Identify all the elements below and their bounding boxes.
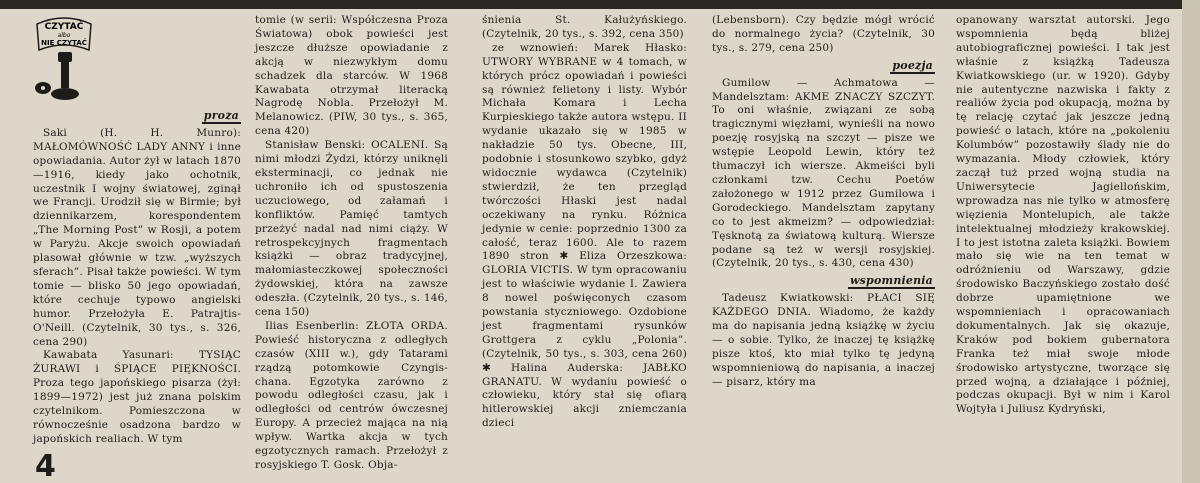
review-kwiatkowski-cont: opanowany warsztat autorski. Jego wspomnienia będą bliżej autobiograficznej powieści. I tak jest właśnie z książką Tadeusza Kwiatkowskiego (ur. w 1920). Gdyby nie autentyczne nazwiska i fakty z realiów życia pod okupacją, można by tę relację czytać jak jeszcze jedną powieść o latach, które na „pokoleniu Kolumbów” pozostawiły ślady nie do wymazania. Młody człowiek, który zaczął tuż przed wojną studia na Uniwersytecie Jagiellońskim, wprowadza nas nie tylko w atmosferę więzienia Montelupich, ale także intelektualnej młodzieży krakowskiej. I to jest istotna zaleta książki. Bowiem mało się wie na ten temat w odróżnieniu od Warszawy, gdzie środowisko Baczyńskiego zostało dość dobrze upamiętnione we wspomnieniach i opracowaniach dokumentalnych. Jak się okazuje, Kraków pod bokiem gubernatora Franka też miał swoje młode środowisko artystyczne, tworzące się przed wojną, a działające i później, podczas okupacji. Był w nim i Karol Wojtyła i Juliusz Kydryński,	[956, 14, 1170, 416]
review-kawabata-cont: tomie (w serii: Współczesna Proza Światowa) obok powieści jest jeszcze dłuższe opowiadanie z akcją w niezwykłym domu schadzek dla starców. W 1968 Kawabata otrzymał literacką Nagrodę Nobla. Przełożył M. Melanowicz. (PIW, 30 tys., s. 365, cena 420)	[255, 14, 448, 138]
review-kawabata: Kawabata Yasunari: TYSIĄC ŻURAWI i ŚPIĄCE PIĘKNOŚCI. Proza tego japońskiego pisarza (żył: 1899—1972) jest już znana polskim czytelnikom. Pomieszczona w równocześnie osadzona bardzo w japońskich realiach. W tym	[33, 349, 241, 445]
review-auderska-cont: (Lebensborn). Czy będzie mógł wrócić do normalnego życia? (Czytelnik, 30 tys., s. 279, cena 250)	[712, 14, 935, 54]
review-reissues: ze wznowień: Marek Hłasko: UTWORY WYBRANE w 4 tomach, w których prócz opowiadań i powieści są również felietony i listy. Wybór Michała Komara i Lecha Kurpieskiego także autora wstępu. II wydanie ukazało się w 1985 w nakładzie 50 tys. Obecne, III, podobnie i stosunkowo szybko, gdyż widocznie wydawca (Czytelnik) stwierdził, że ten przegląd twórczości Hłaski jest nadal oczekiwany na rynku. Różnica jedynie w cenie: poprzednio 1300 za całość, teraz 1600. Ale to razem 1890 stron ✱ Eliza Orzeszkowa: GLORIA VICTIS. W tym opracowaniu jest to właściwie wydanie I. Zawiera 8 nowel poświęconych czasom powstania styczniowego. Ozdobione jest fragmentami rysunków Grottgera z cyklu „Polonia”. (Czytelnik, 50 tys., s. 303, cena 260) ✱ Halina Auderska: JABŁKO GRANATU. W wydaniu powieść o człowieku, który stał się ofiarą hitlerowskiej akcji zniemczania dzieci	[482, 41, 687, 430]
section-heading-poezja: poezja	[892, 58, 933, 72]
review-benski: Stanisław Benski: OCALENI. Są nimi młodzi Żydzi, którzy uniknęli eksterminacji, co jednak nie uchroniło ich od spustoszenia uczuciowego, od załamań i konfliktów. Pamięć tamtych przeżyć nadal nad nimi ciąży. W retrospekcyjnych fragmentach książki — obraz tradycyjnej, małomiasteczkowej społeczności żydowskiej, która na zawsze odeszła. (Czytelnik, 20 tys., s. 146, cena 150)	[255, 139, 448, 319]
review-saki: Saki (H. H. Munro): MAŁOMÓWNOŚĆ LADY ANNY i inne opowiadania. Autor żył w latach 1870—1916, kiedy jako ochotnik, uczestnik I wojny światowej, zginął we Francji. Urodził się w Birmie; był dziennikarzem, korespondentem „The Morning Post” w Rosji, a potem w Paryżu. Akcje swoich opowiadań plasował głównie w tzw. „wyższych sferach”. Pisał także powieści. W tym tomie — blisko 50 jego opowiadań, które cechuje typowo angielski humor. Przełożyła E. Patrajtis-O'Neill. (Czytelnik, 30 tys., s. 326, cena 290)	[33, 126, 241, 348]
review-kwiatkowski: Tadeusz Kwiatkowski: PŁACI SIĘ KAŻDEGO DNIA. Wiadomo, że każdy ma do napisania jedną książkę w życiu — o sobie. Tylko, że inaczej tę książkę pisze ktoś, kto miał tylko tę jedyną wspomnieniową do napisania, a inaczej — pisarz, który ma	[712, 292, 935, 388]
section-heading-wspomnienia: wspomnienia	[849, 274, 933, 288]
column-5	[956, 14, 1170, 417]
section-heading-proza: proza	[203, 109, 239, 122]
column-1	[33, 14, 241, 447]
logo-text-2: albo	[57, 32, 71, 39]
top-rule	[0, 0, 1200, 9]
logo-text-1: CZYTAĆ	[44, 22, 84, 32]
logo-text-3: NIE CZYTAĆ	[41, 39, 87, 47]
column-2	[255, 14, 448, 473]
review-esenberlin: Ilias Esenberlin: ZŁOTA ORDA. Powieść historyczna z odległych czasów (XIII w.), gdy Tatarami rządzą potomkowie Czyngis-chana. Egzotyka zarówno z powodu odległości czasu, jak i odległości od centrów ówczesnej Europy. A przecież mająca na nią wpływ. Wartka akcja w tych egzotycznych ramach. Przełożył z rosyjskiego T. Gosk. Obja-	[255, 319, 448, 471]
page-number: 4	[35, 449, 56, 483]
review-akme: Gumilow — Achmatowa — Mandelsztam: AKME ZNACZY SZCZYT. To oni właśnie, związani ze sobą tragicznymi więzłami, wynieśli na nowo poezję rosyjską na szczyt — pisze we wstępie Leopold Lewin, który też tłumaczył ich wiersze. Akmeiści byli członkami tzw. Cechu Poetów założonego w 1912 przez Gumilowa i Gorodeckiego. Mandelsztam zapytany co to jest akmeizm? — odpowiedział: Tęsknotą za światową kulturą. Wiersze podane są też w wersji rosyjskiej. (Czytelnik, 20 tys., s. 430, cena 430)	[712, 76, 935, 270]
review-esenberlin-cont: śnienia St. Kałużyńskiego. (Czytelnik, 20 tys., s. 392, cena 350)	[482, 14, 687, 40]
page-edge	[1182, 0, 1200, 483]
column-4	[712, 14, 935, 390]
column-3	[482, 14, 687, 431]
